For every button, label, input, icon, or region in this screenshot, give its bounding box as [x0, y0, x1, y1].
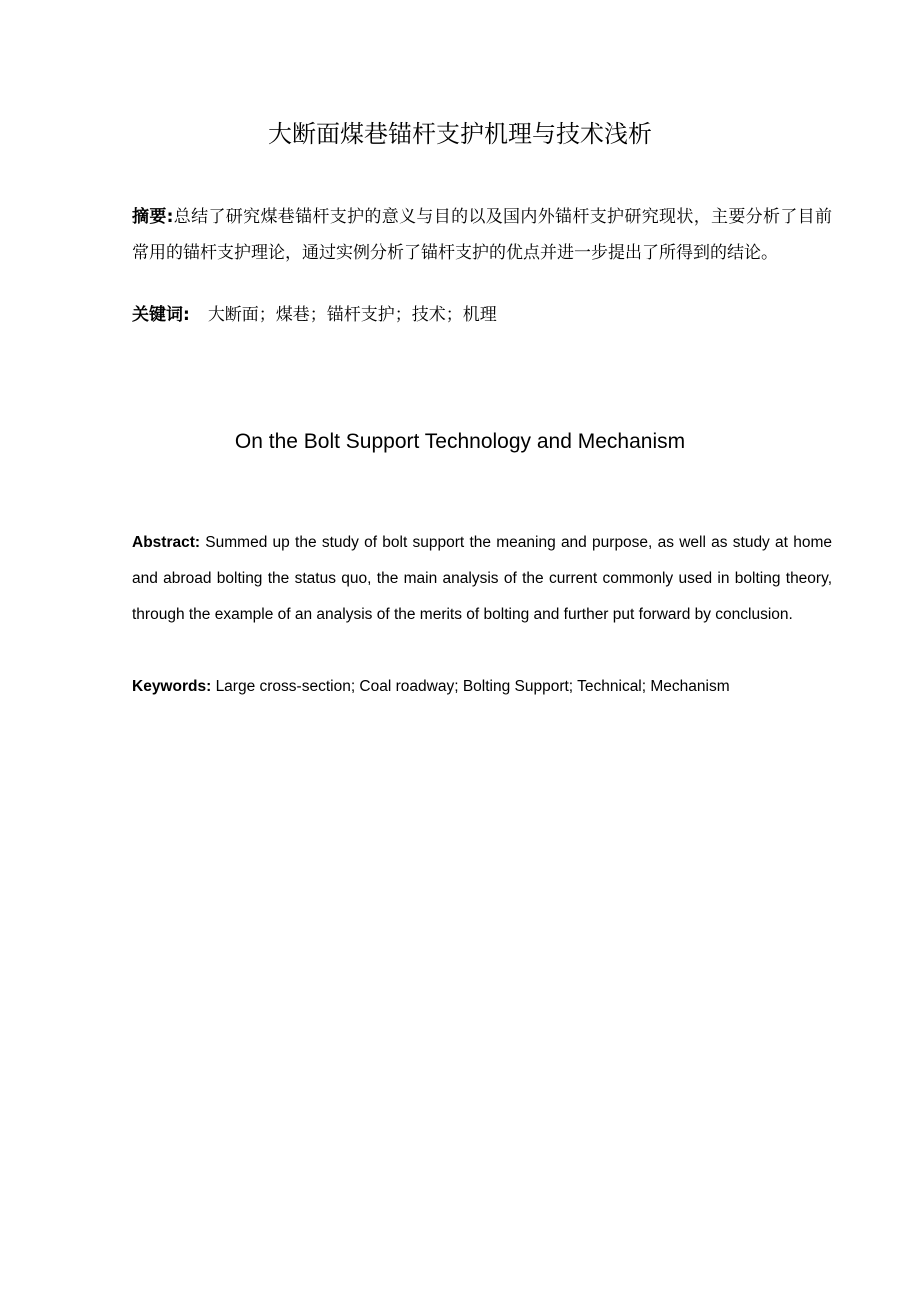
- english-keywords-label: Keywords:: [132, 678, 212, 695]
- chinese-keywords: [132, 300, 832, 330]
- english-title: On the Bolt Support Technology and Mechanism: [234, 430, 686, 453]
- chinese-abstract-label: 摘要:: [132, 207, 174, 227]
- chinese-keywords-text: 大断面；煤巷；锚杆支护；技术；机理: [207, 305, 497, 325]
- english-keywords: [132, 672, 832, 702]
- english-abstract: [132, 525, 832, 633]
- chinese-abstract: [132, 199, 832, 271]
- english-abstract-text: Summed up the study of bolt support the meaning and purpose, as well as study at home and abroad bolting the status quo, the main analysis of the current commonly used in bolting theory, through the example of an analysis of the merits of bolting and further put forward by conclusion.: [132, 534, 832, 623]
- english-abstract-label: Abstract:: [132, 534, 201, 551]
- english-keywords-text: Large cross-section; Coal roadway; Bolting Support; Technical; Mechanism: [215, 678, 730, 695]
- chinese-abstract-text: 总结了研究煤巷锚杆支护的意义与目的以及国内外锚杆支护研究现状，主要分析了目前常用的锚杆支护理论，通过实例分析了锚杆支护的优点并进一步提出了所得到的结论。: [132, 207, 832, 263]
- chinese-title: 大断面煤巷锚杆支护机理与技术浅析: [268, 120, 652, 148]
- chinese-keywords-label: 关键词:: [132, 305, 190, 325]
